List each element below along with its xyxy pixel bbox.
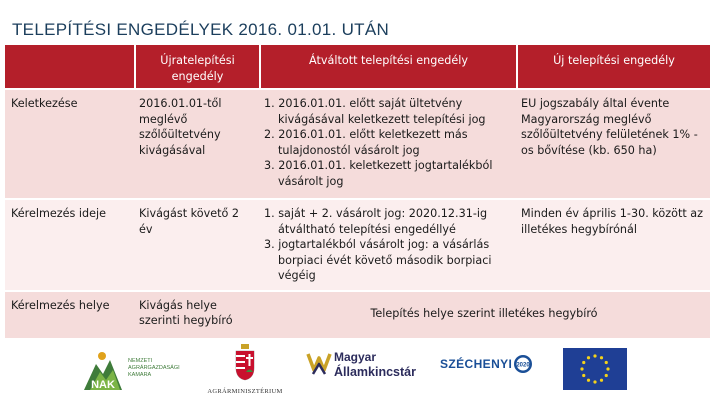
column-header-replanting: Újratelepítési engedély <box>135 45 260 89</box>
szechenyi-name: SZÉCHENYI <box>440 357 513 371</box>
table-row <box>5 199 710 291</box>
row-label: Kérelmezés ideje <box>5 199 135 291</box>
table-cell <box>260 199 517 291</box>
list-item: 1. saját + 2. vásárolt jog: 2020.12.31-ig átváltható telepítési engedéllyé <box>264 207 488 236</box>
eu-star-icon <box>600 379 603 382</box>
nak-line2: AGRÁRGAZDASÁGI <box>128 365 180 371</box>
eu-star-icon <box>582 374 585 377</box>
table-cell: Kivágás helye szerinti hegybíró <box>135 291 260 339</box>
row-label: Keletkezése <box>5 89 135 199</box>
merged-cell: Telepítés helye szerint illetékes hegybíró <box>260 291 710 339</box>
treasury-line1: Magyar <box>334 350 377 364</box>
szechenyi-badge: 2020 <box>516 362 530 369</box>
permits-table <box>5 45 710 340</box>
eu-star-icon <box>600 356 603 359</box>
nak-line1: NEMZETI <box>128 358 153 364</box>
list-item: 1. 2016.01.01. előtt saját ültetvény kivágásával keletkezett telepítési jog <box>264 97 486 126</box>
table-row <box>5 89 710 199</box>
list-item: 2. 2016.01.01. előtt keletkezett más tulajdonostól vásárolt jog <box>264 128 468 157</box>
eu-star-icon <box>587 356 590 359</box>
table-cell: EU jogszabály által évente Magyarország meglévő szőlőültetvény felületének 1% -os bővítése (kb. 650 ha) <box>517 89 710 199</box>
eu-star-icon <box>605 374 608 377</box>
treasury-line2: Államkincstár <box>334 365 416 379</box>
eu-star-icon <box>605 361 608 364</box>
page-title: TELEPÍTÉSI ENGEDÉLYEK 2016. 01.01. UTÁN <box>12 20 390 39</box>
table-cell: 2016.01.01-től meglévő szőlőültetvény kivágásával <box>135 89 260 199</box>
row-label: Kérelmezés helye <box>5 291 135 339</box>
eu-star-icon <box>582 361 585 364</box>
nak-name <box>128 358 180 379</box>
szechenyi-logo <box>440 352 536 382</box>
eu-flag-icon <box>563 348 627 390</box>
eu-star-icon <box>606 367 609 370</box>
eu-star-icon <box>587 379 590 382</box>
table-cell: Minden év április 1-30. között az illetékes hegybírónál <box>517 199 710 291</box>
logo-bar <box>0 340 720 402</box>
column-header-new: Új telepítési engedély <box>517 45 710 89</box>
eu-flag-logo <box>563 348 627 390</box>
table-cell: Kivágást követő 2 év <box>135 199 260 291</box>
column-header-empty <box>5 45 135 89</box>
column-header-converted: Átváltott telepítési engedély <box>260 45 517 89</box>
eu-star-icon <box>593 380 596 383</box>
coat-of-arms-icon <box>233 342 257 382</box>
eu-star-icon <box>593 354 596 357</box>
ministry-logo <box>200 342 290 400</box>
table-cell <box>260 89 517 199</box>
eu-star-icon <box>580 367 583 370</box>
nak-line3: KAMARA <box>128 372 152 378</box>
treasury-logo <box>306 348 424 384</box>
list <box>264 206 511 284</box>
table-row <box>5 291 710 339</box>
ministry-name: AGRÁRMINISZTÉRIUM <box>207 388 283 395</box>
list <box>264 96 511 189</box>
list-item: 3. 2016.01.01. keletkezett jogtartalékból vásárolt jog <box>264 159 493 188</box>
list-item: 3. jogtartalékból vásárolt jog: a vásárlás borpiaci évét követő második borpiaci végéig <box>264 238 492 282</box>
nak-emblem-icon <box>80 346 126 396</box>
nak-logo <box>80 346 190 396</box>
nak-abbr: NAK <box>91 379 115 391</box>
treasury-emblem-icon <box>306 348 332 378</box>
szechenyi-badge-icon <box>513 354 533 374</box>
table-header-row <box>5 45 710 89</box>
